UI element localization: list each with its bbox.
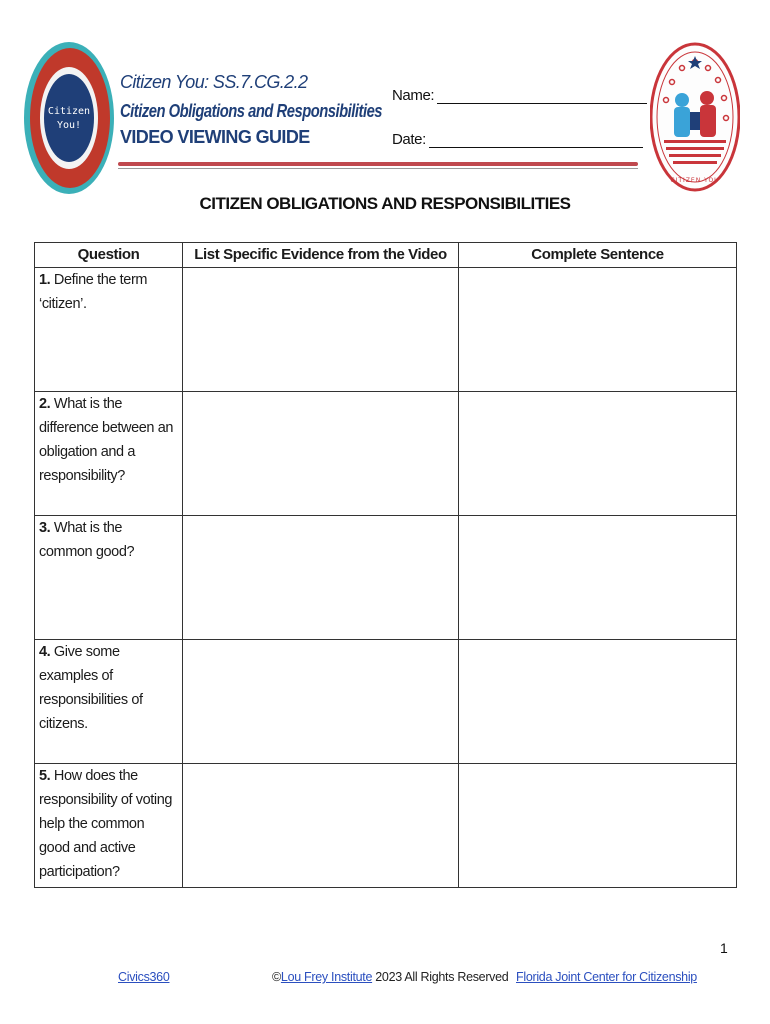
logo-left-text-line1: Citizen <box>47 106 91 117</box>
table-row <box>35 640 737 764</box>
question-text: How does the responsibility of voting help the common good and active participation? <box>39 768 173 880</box>
logo-right-ring-text: CITIZEN YOU <box>670 177 720 184</box>
fjcc-link[interactable]: Florida Joint Center for Citizenship <box>516 970 697 984</box>
table-row <box>35 268 737 392</box>
question-number: 1. <box>39 272 51 288</box>
question-cell <box>35 640 183 764</box>
evidence-cell[interactable] <box>183 640 459 764</box>
sentence-cell[interactable] <box>459 640 737 764</box>
evidence-cell[interactable] <box>183 268 459 392</box>
table-row <box>35 516 737 640</box>
copyright-text: 2023 All Rights Reserved <box>372 970 509 984</box>
name-label: Name: <box>392 87 435 104</box>
header-topic: Citizen Obligations and Responsibilities <box>120 101 383 121</box>
page-heading: CITIZEN OBLIGATIONS AND RESPONSIBILITIES <box>199 194 571 213</box>
date-label: Date: <box>392 131 426 148</box>
question-cell <box>35 764 183 888</box>
question-cell <box>35 516 183 640</box>
table-row <box>35 392 737 516</box>
column-header-question: Question <box>35 243 183 268</box>
question-text: What is the difference between an obligation and a responsibility? <box>39 396 174 484</box>
evidence-cell[interactable] <box>183 764 459 888</box>
name-field[interactable] <box>392 87 647 104</box>
column-header-evidence: List Specific Evidence from the Video <box>183 243 459 268</box>
citizen-you-logo-right <box>650 42 740 192</box>
logo-left-text-line2: You! <box>56 120 82 131</box>
table-row <box>35 764 737 888</box>
table-header-row <box>35 243 737 268</box>
question-cell <box>35 268 183 392</box>
copyright-symbol: © <box>272 970 281 984</box>
question-number: 5. <box>39 768 51 784</box>
column-header-sentence: Complete Sentence <box>459 243 737 268</box>
question-text: Define the term ‘citizen’. <box>39 272 148 312</box>
evidence-cell[interactable] <box>183 516 459 640</box>
evidence-cell[interactable] <box>183 392 459 516</box>
date-line[interactable] <box>429 132 643 148</box>
citizen-you-logo-left <box>24 42 114 194</box>
page-number: 1 <box>720 940 728 956</box>
viewing-guide-table <box>34 242 737 888</box>
sentence-cell[interactable] <box>459 268 737 392</box>
header-divider-red <box>118 162 638 166</box>
sentence-cell[interactable] <box>459 516 737 640</box>
lou-frey-link[interactable]: Lou Frey Institute <box>280 970 373 984</box>
civics360-link[interactable]: Civics360 <box>118 970 170 984</box>
date-field[interactable] <box>392 131 643 148</box>
header-guide-title: VIDEO VIEWING GUIDE <box>120 127 310 147</box>
question-text: Give some examples of responsibilities of citizens. <box>39 644 143 732</box>
copyright-notice <box>272 970 508 984</box>
sentence-cell[interactable] <box>459 392 737 516</box>
sentence-cell[interactable] <box>459 764 737 888</box>
question-text: What is the common good? <box>39 520 135 560</box>
header-standard: Citizen You: SS.7.CG.2.2 <box>120 72 308 92</box>
question-number: 4. <box>39 644 51 660</box>
header-divider-gray <box>118 168 638 169</box>
question-cell <box>35 392 183 516</box>
name-line[interactable] <box>437 88 647 104</box>
question-number: 3. <box>39 520 51 536</box>
question-number: 2. <box>39 396 51 412</box>
